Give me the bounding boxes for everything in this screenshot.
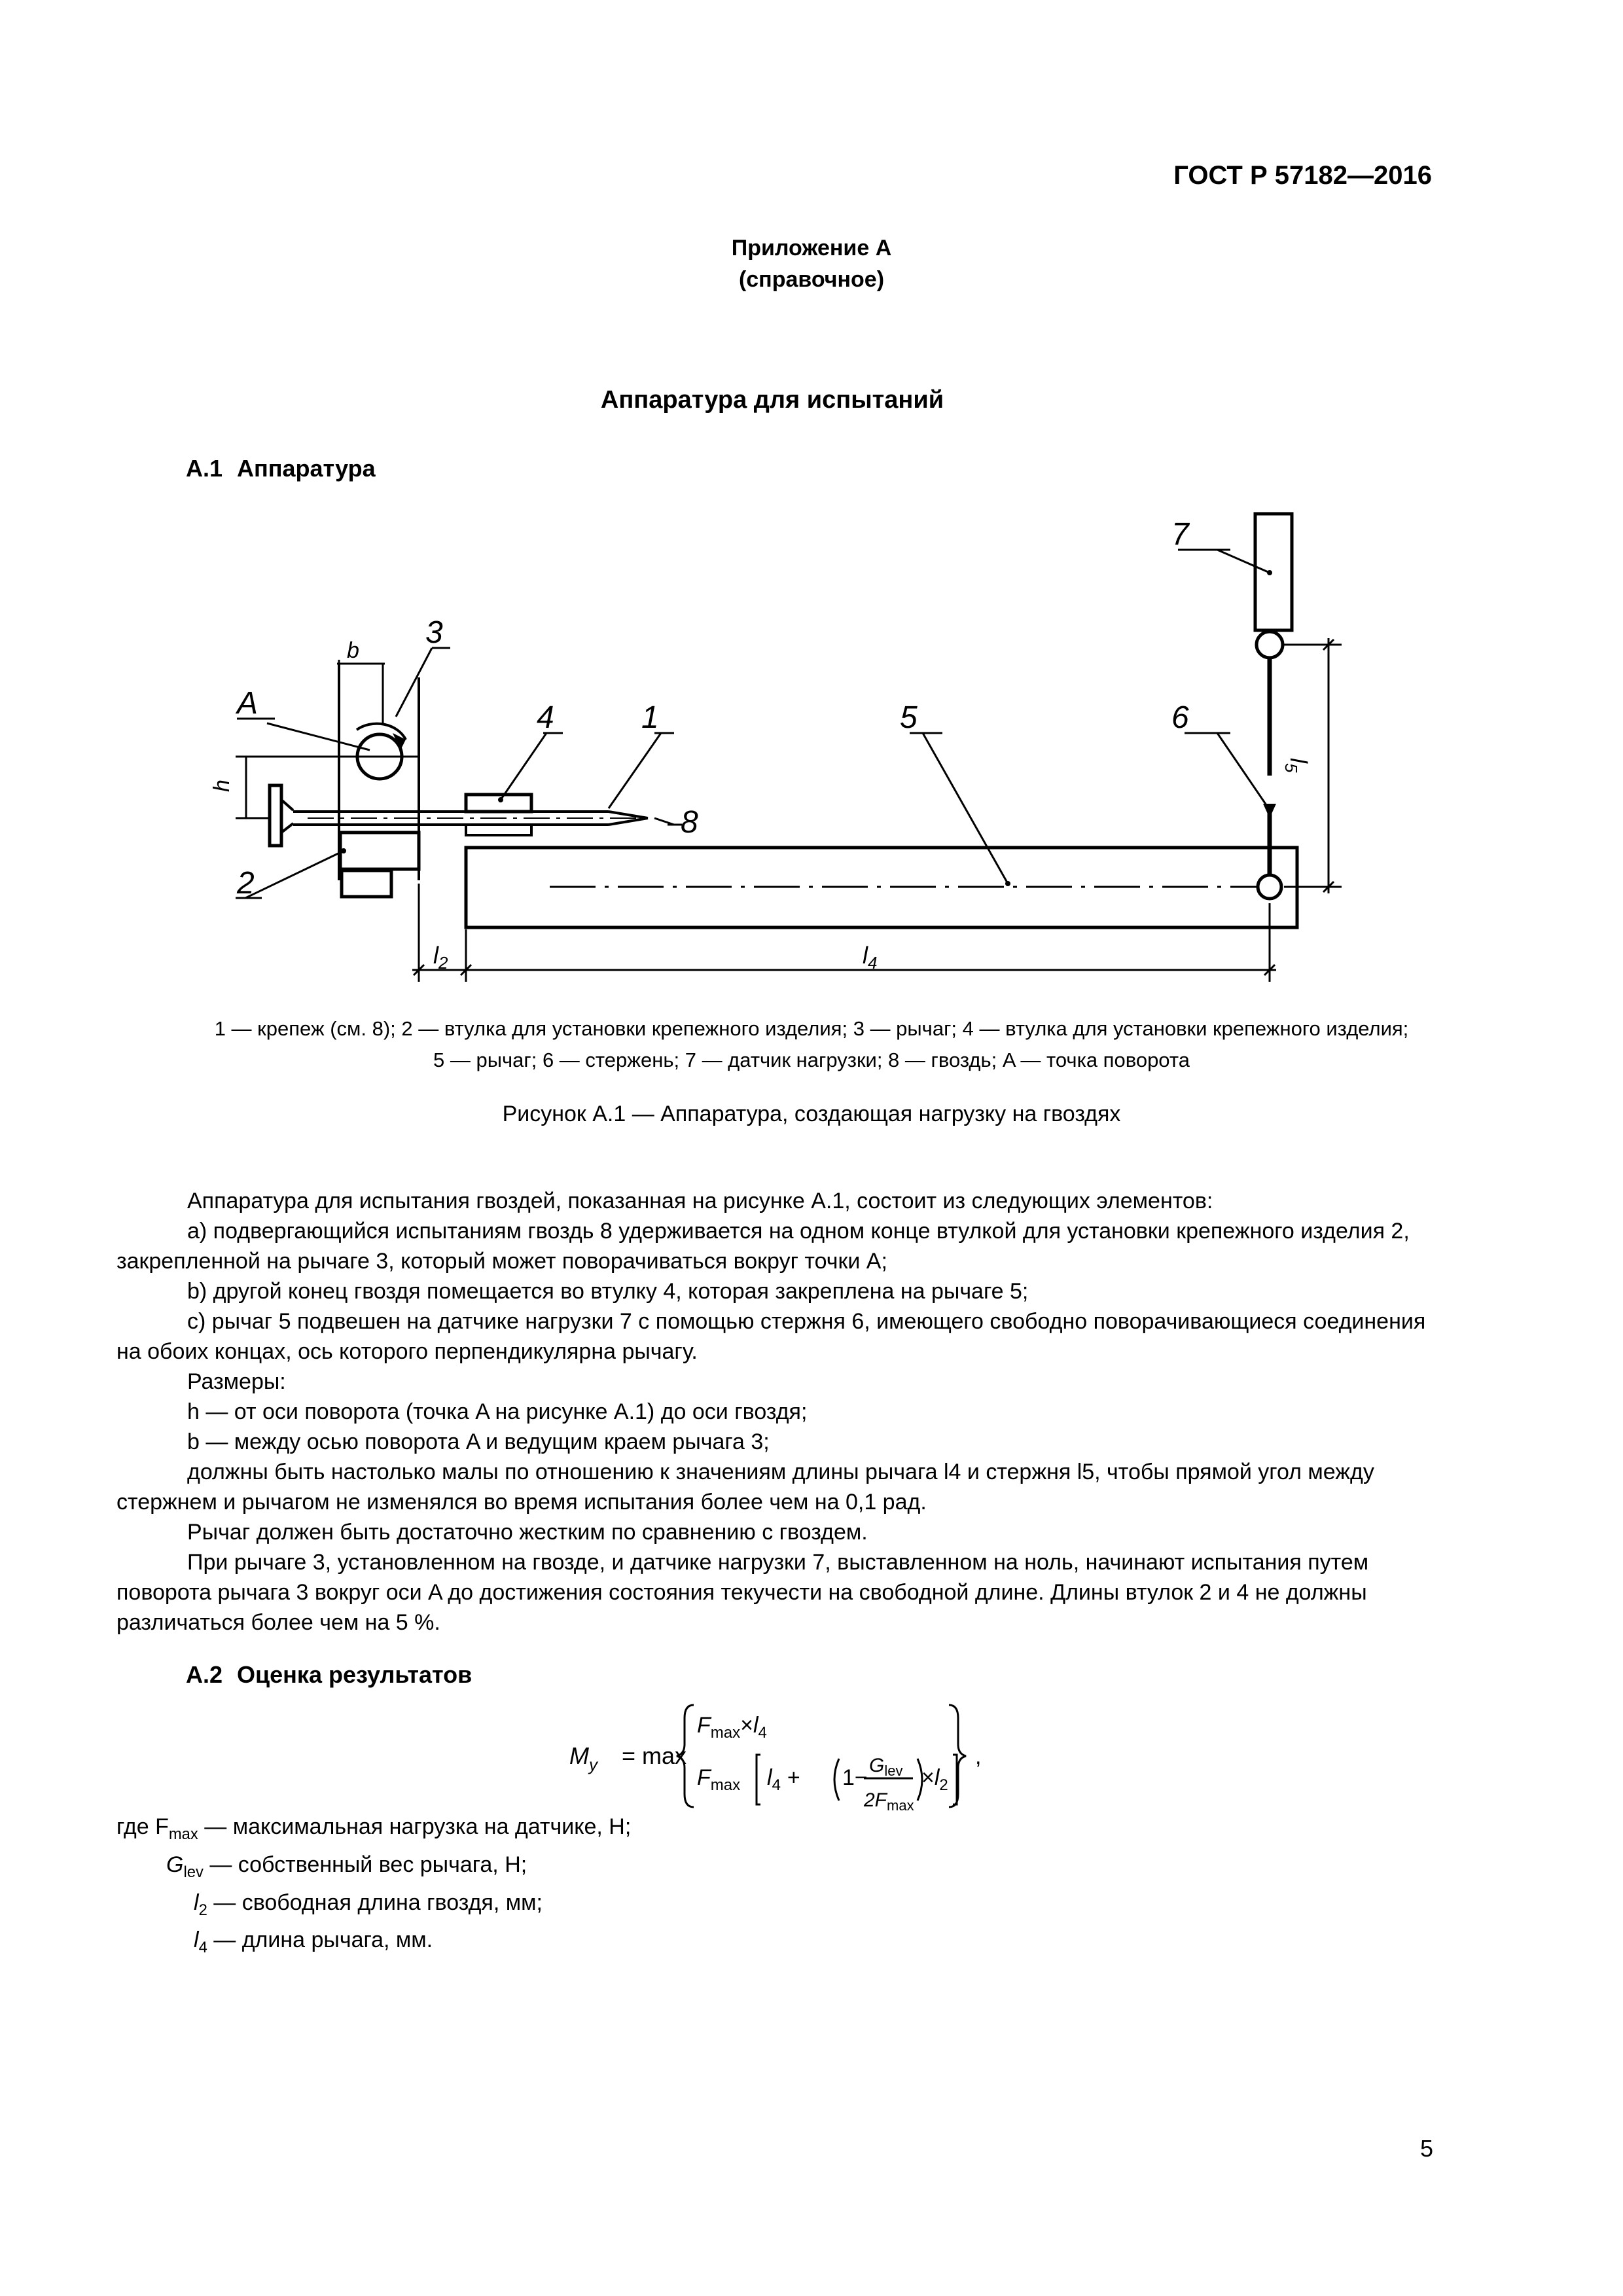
label-A: A bbox=[237, 686, 259, 721]
load-sensor-7 bbox=[1255, 514, 1292, 630]
def-glev: $G_{lev}$ — собственный вес рычага, Н; bbox=[166, 1852, 527, 1881]
label-4: 4 bbox=[537, 700, 554, 735]
formula-line-1: $F_{max}\times l_4$ bbox=[697, 1713, 767, 1742]
dim-l4: $l_4$ bbox=[863, 942, 878, 973]
annex-title: Приложение А bbox=[731, 236, 892, 260]
body-text bbox=[116, 1186, 1437, 1638]
label-2: 2 bbox=[237, 866, 255, 901]
dim-h: h bbox=[209, 780, 234, 792]
rigidity-note: Рычаг должен быть достаточно жестким по сравнению с гвоздем. bbox=[187, 1520, 868, 1545]
label-8: 8 bbox=[681, 805, 698, 840]
legend-line-2: 5 — рычаг; 6 — стержень; 7 — датчик нагрузки; 8 — гвоздь; A — точка поворота bbox=[433, 1049, 1190, 1071]
def-l4: $l_4$ — длина рычага, мм. bbox=[194, 1928, 433, 1957]
formula-comma: , bbox=[975, 1744, 982, 1769]
dim-l2: $l_2$ bbox=[433, 942, 448, 973]
formula-max: = max bbox=[622, 1742, 687, 1769]
dims-heading: Размеры: bbox=[187, 1369, 286, 1394]
item-a: a) подвергающийся испытаниям гвоздь 8 удерживается на одном конце втулкой для установки крепежного изделия 2, закрепленной на рычаге 3, который может поворачиваться вокруг точки A; bbox=[116, 1219, 1410, 1274]
bushing-4 bbox=[466, 795, 531, 812]
subsection-a1-title: Аппаратура bbox=[237, 455, 376, 482]
item-c: c) рычаг 5 подвешен на датчике нагрузки 7 с помощью стержня 6, имеющего свободно поворачивающиеся соединения на обоих концах, ось которого перпендикулярна рычагу. bbox=[116, 1309, 1426, 1364]
dim-b-text: b — между осью поворота A и ведущим краем рычага 3; bbox=[187, 1429, 770, 1454]
label-7: 7 bbox=[1171, 517, 1189, 552]
formula-one-minus: 1− bbox=[842, 1765, 868, 1790]
annex-heading bbox=[0, 232, 1623, 295]
nail-head bbox=[270, 785, 281, 846]
annex-type: (справочное) bbox=[738, 267, 885, 292]
figure-caption: Рисунок А.1 — Аппаратура, создающая нагрузку на гвоздях bbox=[502, 1102, 1121, 1126]
apparatus-diagram bbox=[0, 497, 1623, 995]
formula-denominator: $2F_{max}$ bbox=[864, 1789, 914, 1814]
subsection-a1-number: А.1 bbox=[186, 455, 223, 482]
label-6: 6 bbox=[1171, 700, 1189, 735]
formula-line-2b: $l_4$ + bbox=[767, 1765, 800, 1794]
formula-numerator: $G_{lev}$ bbox=[869, 1755, 903, 1779]
definitions bbox=[116, 1812, 631, 1963]
subsection-a2-title: Оценка результатов bbox=[237, 1661, 473, 1688]
def-l2: $l_2$ — свободная длина гвоздя, мм; bbox=[194, 1890, 543, 1919]
legend-line-1: 1 — крепеж (см. 8); 2 — втулка для установки крепежного изделия; 3 — рычаг; 4 — втулка для установки крепежного изделия; bbox=[214, 1017, 1409, 1040]
section-title: Аппаратура для испытаний bbox=[600, 386, 944, 414]
document-number: ГОСТ Р 57182—2016 bbox=[1173, 161, 1432, 190]
label-3: 3 bbox=[425, 615, 443, 650]
formula-lhs: $M_y$ bbox=[569, 1742, 597, 1774]
dim-b: b bbox=[347, 638, 359, 663]
formula bbox=[556, 1692, 1067, 1816]
procedure-text: При рычаге 3, установленном на гвозде, и датчике нагрузки 7, выставленном на ноль, начинают испытания путем поворота рычага 3 вокруг оси A до достижения состояния текучести на свободной длине. Длины втулок 2 и 4 не должны различаться более чем на 5 %. bbox=[116, 1550, 1369, 1635]
subsection-a1-heading bbox=[186, 455, 376, 482]
dim-l5: $l_5$ bbox=[1281, 758, 1312, 773]
item-b: b) другой конец гвоздя помещается во втулку 4, которая закреплена на рычаге 5; bbox=[187, 1279, 1029, 1304]
def-fmax: где $F_{max}$ — максимальная нагрузка на датчике, Н; bbox=[116, 1814, 632, 1843]
bushing-2 bbox=[340, 833, 419, 869]
para-intro: Аппаратура для испытания гвоздей, показанная на рисунке А.1, состоит из следующих элементов: bbox=[187, 1189, 1213, 1213]
formula-times-l2: $\times l_2$ bbox=[921, 1765, 948, 1794]
subsection-a2-heading bbox=[186, 1661, 472, 1689]
bushing-2-screw bbox=[342, 870, 391, 897]
label-1: 1 bbox=[641, 700, 659, 735]
figure-legend bbox=[0, 1013, 1623, 1076]
lever-pivot bbox=[1258, 875, 1281, 899]
dims-condition: должны быть настолько малы по отношению к значениям длины рычага l4 и стержня l5, чтобы прямой угол между стержнем и рычагом не изменялся во время испытания более чем на 0,1 рад. bbox=[116, 1460, 1374, 1515]
label-5: 5 bbox=[900, 700, 918, 735]
page-number: 5 bbox=[1419, 2135, 1433, 2162]
rod-upper-joint bbox=[1257, 632, 1283, 658]
subsection-a2-number: А.2 bbox=[186, 1661, 223, 1688]
dim-h-text: h — от оси поворота (точка A на рисунке А.1) до оси гвоздя; bbox=[187, 1399, 808, 1424]
formula-line-2a: $F_{max}$ bbox=[697, 1765, 741, 1794]
